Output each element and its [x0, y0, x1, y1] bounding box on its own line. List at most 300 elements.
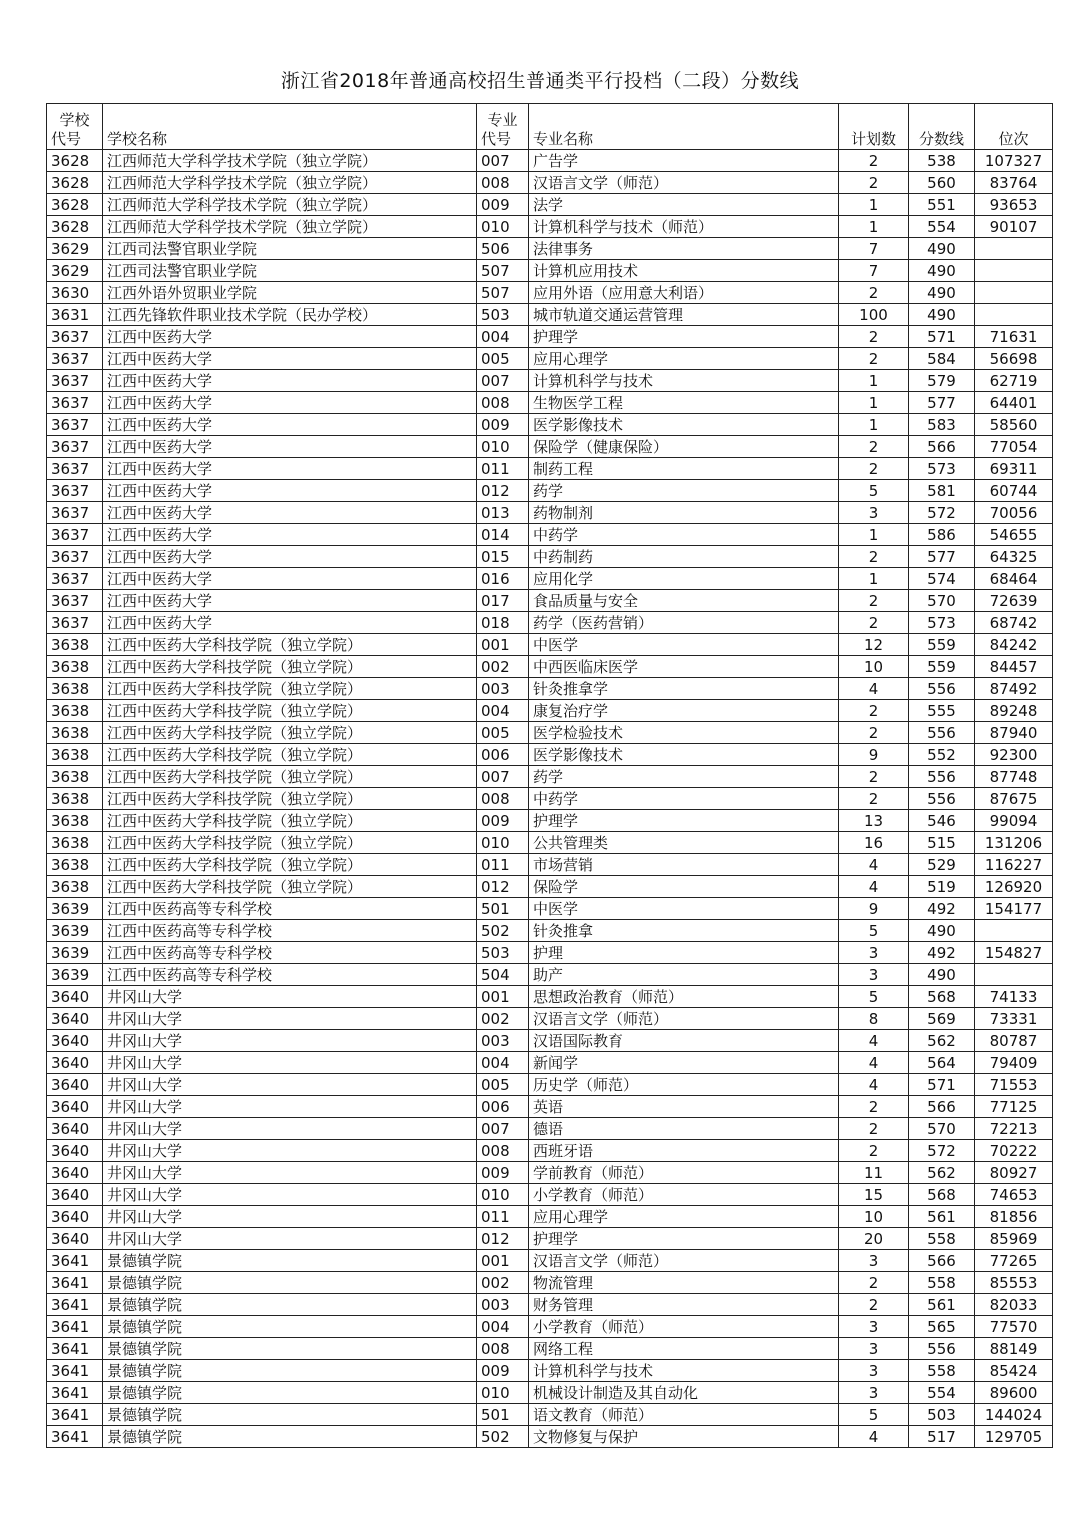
major-name-cell: 中药学 [529, 788, 839, 810]
plan-cell: 4 [839, 1074, 909, 1096]
major-code-cell: 006 [477, 744, 529, 766]
plan-cell: 2 [839, 1096, 909, 1118]
major-code-cell: 013 [477, 502, 529, 524]
rank-cell: 64325 [975, 546, 1053, 568]
plan-cell: 16 [839, 832, 909, 854]
score-cell: 572 [909, 1140, 975, 1162]
major-code-cell: 002 [477, 1272, 529, 1294]
major-code-cell: 001 [477, 1250, 529, 1272]
score-cell: 529 [909, 854, 975, 876]
table-row [47, 832, 1053, 854]
major-name-cell: 生物医学工程 [529, 392, 839, 414]
school-code-cell: 3640 [47, 1030, 103, 1052]
plan-cell: 12 [839, 634, 909, 656]
table-row [47, 502, 1053, 524]
major-name-cell: 应用外语（应用意大利语） [529, 282, 839, 304]
major-code-cell: 503 [477, 942, 529, 964]
plan-cell: 1 [839, 568, 909, 590]
school-code-cell: 3641 [47, 1338, 103, 1360]
major-name-cell: 语文教育（师范） [529, 1404, 839, 1426]
header-score: 分数线 [909, 104, 975, 150]
plan-cell: 1 [839, 414, 909, 436]
table-row [47, 722, 1053, 744]
table-row [47, 920, 1053, 942]
plan-cell: 2 [839, 612, 909, 634]
major-name-cell: 应用心理学 [529, 1206, 839, 1228]
school-name-cell: 江西中医药高等专科学校 [103, 964, 477, 986]
school-code-cell: 3641 [47, 1360, 103, 1382]
score-cell: 577 [909, 546, 975, 568]
plan-cell: 10 [839, 656, 909, 678]
rank-cell: 72213 [975, 1118, 1053, 1140]
plan-cell: 2 [839, 458, 909, 480]
plan-cell: 15 [839, 1184, 909, 1206]
plan-cell: 4 [839, 876, 909, 898]
rank-cell: 81856 [975, 1206, 1053, 1228]
school-code-cell: 3638 [47, 700, 103, 722]
major-name-cell: 中药学 [529, 524, 839, 546]
score-cell: 503 [909, 1404, 975, 1426]
major-name-cell: 药物制剂 [529, 502, 839, 524]
school-name-cell: 江西中医药大学科技学院（独立学院） [103, 722, 477, 744]
school-name-cell: 景德镇学院 [103, 1338, 477, 1360]
major-name-cell: 计算机科学与技术 [529, 1360, 839, 1382]
school-name-cell: 江西中医药大学科技学院（独立学院） [103, 678, 477, 700]
plan-cell: 4 [839, 1052, 909, 1074]
major-code-cell: 007 [477, 370, 529, 392]
rank-cell: 116227 [975, 854, 1053, 876]
major-name-cell: 网络工程 [529, 1338, 839, 1360]
plan-cell: 3 [839, 1316, 909, 1338]
major-code-cell: 502 [477, 920, 529, 942]
major-code-cell: 507 [477, 260, 529, 282]
rank-cell [975, 920, 1053, 942]
table-row [47, 1096, 1053, 1118]
score-cell: 558 [909, 1228, 975, 1250]
school-code-cell: 3638 [47, 722, 103, 744]
table-row [47, 546, 1053, 568]
score-cell: 492 [909, 942, 975, 964]
major-name-cell: 药学（医药营销） [529, 612, 839, 634]
school-code-cell: 3628 [47, 172, 103, 194]
score-cell: 558 [909, 1272, 975, 1294]
major-code-cell: 009 [477, 1162, 529, 1184]
major-name-cell: 制药工程 [529, 458, 839, 480]
score-cell: 562 [909, 1030, 975, 1052]
school-code-cell: 3639 [47, 942, 103, 964]
score-cell: 579 [909, 370, 975, 392]
school-name-cell: 景德镇学院 [103, 1294, 477, 1316]
school-code-cell: 3638 [47, 766, 103, 788]
plan-cell: 1 [839, 524, 909, 546]
table-row [47, 1030, 1053, 1052]
school-code-cell: 3629 [47, 238, 103, 260]
major-code-cell: 015 [477, 546, 529, 568]
school-name-cell: 江西中医药大学科技学院（独立学院） [103, 700, 477, 722]
score-cell: 554 [909, 1382, 975, 1404]
major-code-cell: 002 [477, 1008, 529, 1030]
major-code-cell: 003 [477, 1030, 529, 1052]
table-header-row [47, 104, 1053, 150]
major-name-cell: 计算机科学与技术（师范） [529, 216, 839, 238]
rank-cell: 77265 [975, 1250, 1053, 1272]
rank-cell: 68742 [975, 612, 1053, 634]
major-code-cell: 004 [477, 326, 529, 348]
major-code-cell: 010 [477, 436, 529, 458]
rank-cell: 74653 [975, 1184, 1053, 1206]
score-cell: 574 [909, 568, 975, 590]
rank-cell: 88149 [975, 1338, 1053, 1360]
table-body [47, 150, 1053, 1448]
plan-cell: 3 [839, 1338, 909, 1360]
major-code-cell: 007 [477, 150, 529, 172]
major-code-cell: 502 [477, 1426, 529, 1448]
major-code-cell: 008 [477, 172, 529, 194]
score-cell: 558 [909, 1360, 975, 1382]
score-cell: 573 [909, 458, 975, 480]
table-row [47, 810, 1053, 832]
school-code-cell: 3637 [47, 502, 103, 524]
school-name-cell: 江西中医药大学 [103, 414, 477, 436]
major-name-cell: 护理学 [529, 810, 839, 832]
rank-cell: 73331 [975, 1008, 1053, 1030]
school-code-cell: 3629 [47, 260, 103, 282]
school-name-cell: 井冈山大学 [103, 1074, 477, 1096]
major-code-cell: 012 [477, 1228, 529, 1250]
plan-cell: 3 [839, 1382, 909, 1404]
page-title: 浙江省2018年普通高校招生普通类平行投档（二段）分数线 [280, 70, 800, 92]
school-name-cell: 江西中医药大学 [103, 392, 477, 414]
table-row [47, 458, 1053, 480]
rank-cell: 87748 [975, 766, 1053, 788]
major-code-cell: 003 [477, 678, 529, 700]
rank-cell: 72639 [975, 590, 1053, 612]
score-cell: 572 [909, 502, 975, 524]
major-name-cell: 助产 [529, 964, 839, 986]
school-code-cell: 3638 [47, 832, 103, 854]
school-name-cell: 江西中医药高等专科学校 [103, 920, 477, 942]
score-cell: 490 [909, 238, 975, 260]
school-name-cell: 江西中医药大学科技学院（独立学院） [103, 744, 477, 766]
school-code-cell: 3637 [47, 590, 103, 612]
school-code-cell: 3639 [47, 964, 103, 986]
school-name-cell: 景德镇学院 [103, 1404, 477, 1426]
major-code-cell: 501 [477, 898, 529, 920]
plan-cell: 2 [839, 1140, 909, 1162]
rank-cell: 131206 [975, 832, 1053, 854]
table-row [47, 876, 1053, 898]
school-code-cell: 3641 [47, 1316, 103, 1338]
table-row [47, 1426, 1053, 1448]
table-row [47, 1118, 1053, 1140]
school-code-cell: 3638 [47, 854, 103, 876]
rank-cell: 82033 [975, 1294, 1053, 1316]
rank-cell: 89248 [975, 700, 1053, 722]
rank-cell: 62719 [975, 370, 1053, 392]
table-row [47, 172, 1053, 194]
rank-cell: 85553 [975, 1272, 1053, 1294]
major-name-cell: 护理 [529, 942, 839, 964]
school-name-cell: 景德镇学院 [103, 1360, 477, 1382]
score-cell: 554 [909, 216, 975, 238]
major-code-cell: 009 [477, 194, 529, 216]
rank-cell: 87940 [975, 722, 1053, 744]
plan-cell: 3 [839, 1250, 909, 1272]
score-cell: 577 [909, 392, 975, 414]
rank-cell [975, 260, 1053, 282]
school-code-cell: 3638 [47, 788, 103, 810]
plan-cell: 1 [839, 194, 909, 216]
rank-cell [975, 238, 1053, 260]
school-code-cell: 3640 [47, 1118, 103, 1140]
major-name-cell: 机械设计制造及其自动化 [529, 1382, 839, 1404]
header-major-code: 专业 代号 [477, 104, 529, 150]
rank-cell: 129705 [975, 1426, 1053, 1448]
score-cell: 573 [909, 612, 975, 634]
rank-cell: 71553 [975, 1074, 1053, 1096]
school-name-cell: 江西中医药大学科技学院（独立学院） [103, 854, 477, 876]
school-name-cell: 江西司法警官职业学院 [103, 260, 477, 282]
score-cell: 570 [909, 590, 975, 612]
school-name-cell: 井冈山大学 [103, 1030, 477, 1052]
plan-cell: 2 [839, 348, 909, 370]
school-name-cell: 江西师范大学科学技术学院（独立学院） [103, 194, 477, 216]
school-code-cell: 3638 [47, 656, 103, 678]
rank-cell: 69311 [975, 458, 1053, 480]
table-row [47, 942, 1053, 964]
score-cell: 517 [909, 1426, 975, 1448]
major-name-cell: 小学教育（师范） [529, 1184, 839, 1206]
school-name-cell: 井冈山大学 [103, 986, 477, 1008]
table-row [47, 898, 1053, 920]
plan-cell: 2 [839, 282, 909, 304]
major-code-cell: 011 [477, 1206, 529, 1228]
major-code-cell: 009 [477, 1360, 529, 1382]
school-code-cell: 3641 [47, 1250, 103, 1272]
score-cell: 568 [909, 986, 975, 1008]
school-name-cell: 江西中医药大学科技学院（独立学院） [103, 832, 477, 854]
score-cell: 519 [909, 876, 975, 898]
score-cell: 565 [909, 1316, 975, 1338]
plan-cell: 2 [839, 766, 909, 788]
plan-cell: 100 [839, 304, 909, 326]
table-row [47, 282, 1053, 304]
major-code-cell: 012 [477, 480, 529, 502]
school-name-cell: 江西师范大学科学技术学院（独立学院） [103, 172, 477, 194]
score-cell: 586 [909, 524, 975, 546]
table-row [47, 854, 1053, 876]
score-cell: 581 [909, 480, 975, 502]
table-row [47, 260, 1053, 282]
table-row [47, 964, 1053, 986]
table-row [47, 700, 1053, 722]
plan-cell: 4 [839, 1426, 909, 1448]
school-name-cell: 江西中医药高等专科学校 [103, 942, 477, 964]
plan-cell: 2 [839, 326, 909, 348]
school-name-cell: 江西外语外贸职业学院 [103, 282, 477, 304]
score-cell: 555 [909, 700, 975, 722]
major-name-cell: 文物修复与保护 [529, 1426, 839, 1448]
school-code-cell: 3640 [47, 1052, 103, 1074]
major-name-cell: 法律事务 [529, 238, 839, 260]
plan-cell: 20 [839, 1228, 909, 1250]
major-name-cell: 中药制药 [529, 546, 839, 568]
table-row [47, 1074, 1053, 1096]
score-cell: 566 [909, 436, 975, 458]
header-major-name: 专业名称 [529, 104, 839, 150]
table-row [47, 326, 1053, 348]
plan-cell: 1 [839, 216, 909, 238]
major-code-cell: 005 [477, 722, 529, 744]
rank-cell: 80927 [975, 1162, 1053, 1184]
school-code-cell: 3637 [47, 458, 103, 480]
major-code-cell: 001 [477, 634, 529, 656]
major-name-cell: 财务管理 [529, 1294, 839, 1316]
school-name-cell: 江西中医药大学 [103, 524, 477, 546]
school-name-cell: 井冈山大学 [103, 1184, 477, 1206]
plan-cell: 1 [839, 370, 909, 392]
school-name-cell: 景德镇学院 [103, 1250, 477, 1272]
rank-cell: 85969 [975, 1228, 1053, 1250]
school-name-cell: 景德镇学院 [103, 1382, 477, 1404]
major-code-cell: 010 [477, 1184, 529, 1206]
rank-cell: 64401 [975, 392, 1053, 414]
score-cell: 490 [909, 964, 975, 986]
school-code-cell: 3640 [47, 1184, 103, 1206]
score-table [46, 103, 1053, 1448]
table-row [47, 216, 1053, 238]
table-row [47, 436, 1053, 458]
major-code-cell: 501 [477, 1404, 529, 1426]
school-name-cell: 江西中医药大学科技学院（独立学院） [103, 788, 477, 810]
table-row [47, 1052, 1053, 1074]
score-cell: 492 [909, 898, 975, 920]
score-cell: 568 [909, 1184, 975, 1206]
table-row [47, 590, 1053, 612]
school-code-cell: 3640 [47, 1074, 103, 1096]
school-code-cell: 3637 [47, 392, 103, 414]
school-name-cell: 江西中医药大学 [103, 480, 477, 502]
table-row [47, 480, 1053, 502]
school-code-cell: 3637 [47, 436, 103, 458]
score-cell: 566 [909, 1250, 975, 1272]
rank-cell: 71631 [975, 326, 1053, 348]
rank-cell [975, 282, 1053, 304]
school-code-cell: 3638 [47, 678, 103, 700]
major-name-cell: 中医学 [529, 634, 839, 656]
major-code-cell: 003 [477, 1294, 529, 1316]
major-code-cell: 017 [477, 590, 529, 612]
major-name-cell: 药学 [529, 766, 839, 788]
school-code-cell: 3640 [47, 1228, 103, 1250]
major-name-cell: 计算机应用技术 [529, 260, 839, 282]
table-row [47, 1338, 1053, 1360]
school-code-cell: 3637 [47, 480, 103, 502]
school-code-cell: 3637 [47, 348, 103, 370]
table-row [47, 1316, 1053, 1338]
rank-cell: 93653 [975, 194, 1053, 216]
school-name-cell: 井冈山大学 [103, 1096, 477, 1118]
school-code-cell: 3637 [47, 568, 103, 590]
school-code-cell: 3628 [47, 194, 103, 216]
school-code-cell: 3639 [47, 920, 103, 942]
major-code-cell: 009 [477, 414, 529, 436]
rank-cell [975, 964, 1053, 986]
major-name-cell: 汉语言文学（师范） [529, 1250, 839, 1272]
score-cell: 538 [909, 150, 975, 172]
school-name-cell: 井冈山大学 [103, 1008, 477, 1030]
school-code-cell: 3641 [47, 1426, 103, 1448]
rank-cell: 60744 [975, 480, 1053, 502]
table-row [47, 1140, 1053, 1162]
major-name-cell: 公共管理类 [529, 832, 839, 854]
school-name-cell: 江西中医药大学 [103, 458, 477, 480]
table-row [47, 678, 1053, 700]
school-code-cell: 3638 [47, 810, 103, 832]
score-cell: 490 [909, 282, 975, 304]
major-code-cell: 004 [477, 700, 529, 722]
plan-cell: 2 [839, 172, 909, 194]
school-code-cell: 3641 [47, 1382, 103, 1404]
rank-cell: 84457 [975, 656, 1053, 678]
table-row [47, 1184, 1053, 1206]
school-name-cell: 井冈山大学 [103, 1162, 477, 1184]
major-name-cell: 汉语言文学（师范） [529, 1008, 839, 1030]
plan-cell: 2 [839, 1118, 909, 1140]
plan-cell: 2 [839, 546, 909, 568]
rank-cell: 54655 [975, 524, 1053, 546]
score-cell: 556 [909, 1338, 975, 1360]
rank-cell: 77570 [975, 1316, 1053, 1338]
header-school-name: 学校名称 [103, 104, 477, 150]
school-name-cell: 江西中医药大学科技学院（独立学院） [103, 810, 477, 832]
rank-cell: 87675 [975, 788, 1053, 810]
plan-cell: 2 [839, 436, 909, 458]
plan-cell: 2 [839, 150, 909, 172]
major-code-cell: 008 [477, 392, 529, 414]
table-row [47, 392, 1053, 414]
major-name-cell: 城市轨道交通运营管理 [529, 304, 839, 326]
plan-cell: 3 [839, 1360, 909, 1382]
school-name-cell: 江西中医药大学 [103, 502, 477, 524]
school-name-cell: 井冈山大学 [103, 1206, 477, 1228]
table-row [47, 1250, 1053, 1272]
table-row [47, 744, 1053, 766]
major-name-cell: 法学 [529, 194, 839, 216]
major-code-cell: 018 [477, 612, 529, 634]
table-row [47, 568, 1053, 590]
school-name-cell: 江西中医药大学 [103, 436, 477, 458]
rank-cell: 144024 [975, 1404, 1053, 1426]
plan-cell: 9 [839, 898, 909, 920]
major-name-cell: 市场营销 [529, 854, 839, 876]
score-cell: 560 [909, 172, 975, 194]
rank-cell: 87492 [975, 678, 1053, 700]
plan-cell: 4 [839, 854, 909, 876]
rank-cell: 74133 [975, 986, 1053, 1008]
school-code-cell: 3630 [47, 282, 103, 304]
school-name-cell: 江西中医药大学 [103, 568, 477, 590]
score-cell: 571 [909, 326, 975, 348]
school-code-cell: 3641 [47, 1294, 103, 1316]
major-name-cell: 中西医临床医学 [529, 656, 839, 678]
major-name-cell: 物流管理 [529, 1272, 839, 1294]
plan-cell: 2 [839, 722, 909, 744]
major-code-cell: 006 [477, 1096, 529, 1118]
school-code-cell: 3638 [47, 634, 103, 656]
score-cell: 515 [909, 832, 975, 854]
school-name-cell: 井冈山大学 [103, 1140, 477, 1162]
